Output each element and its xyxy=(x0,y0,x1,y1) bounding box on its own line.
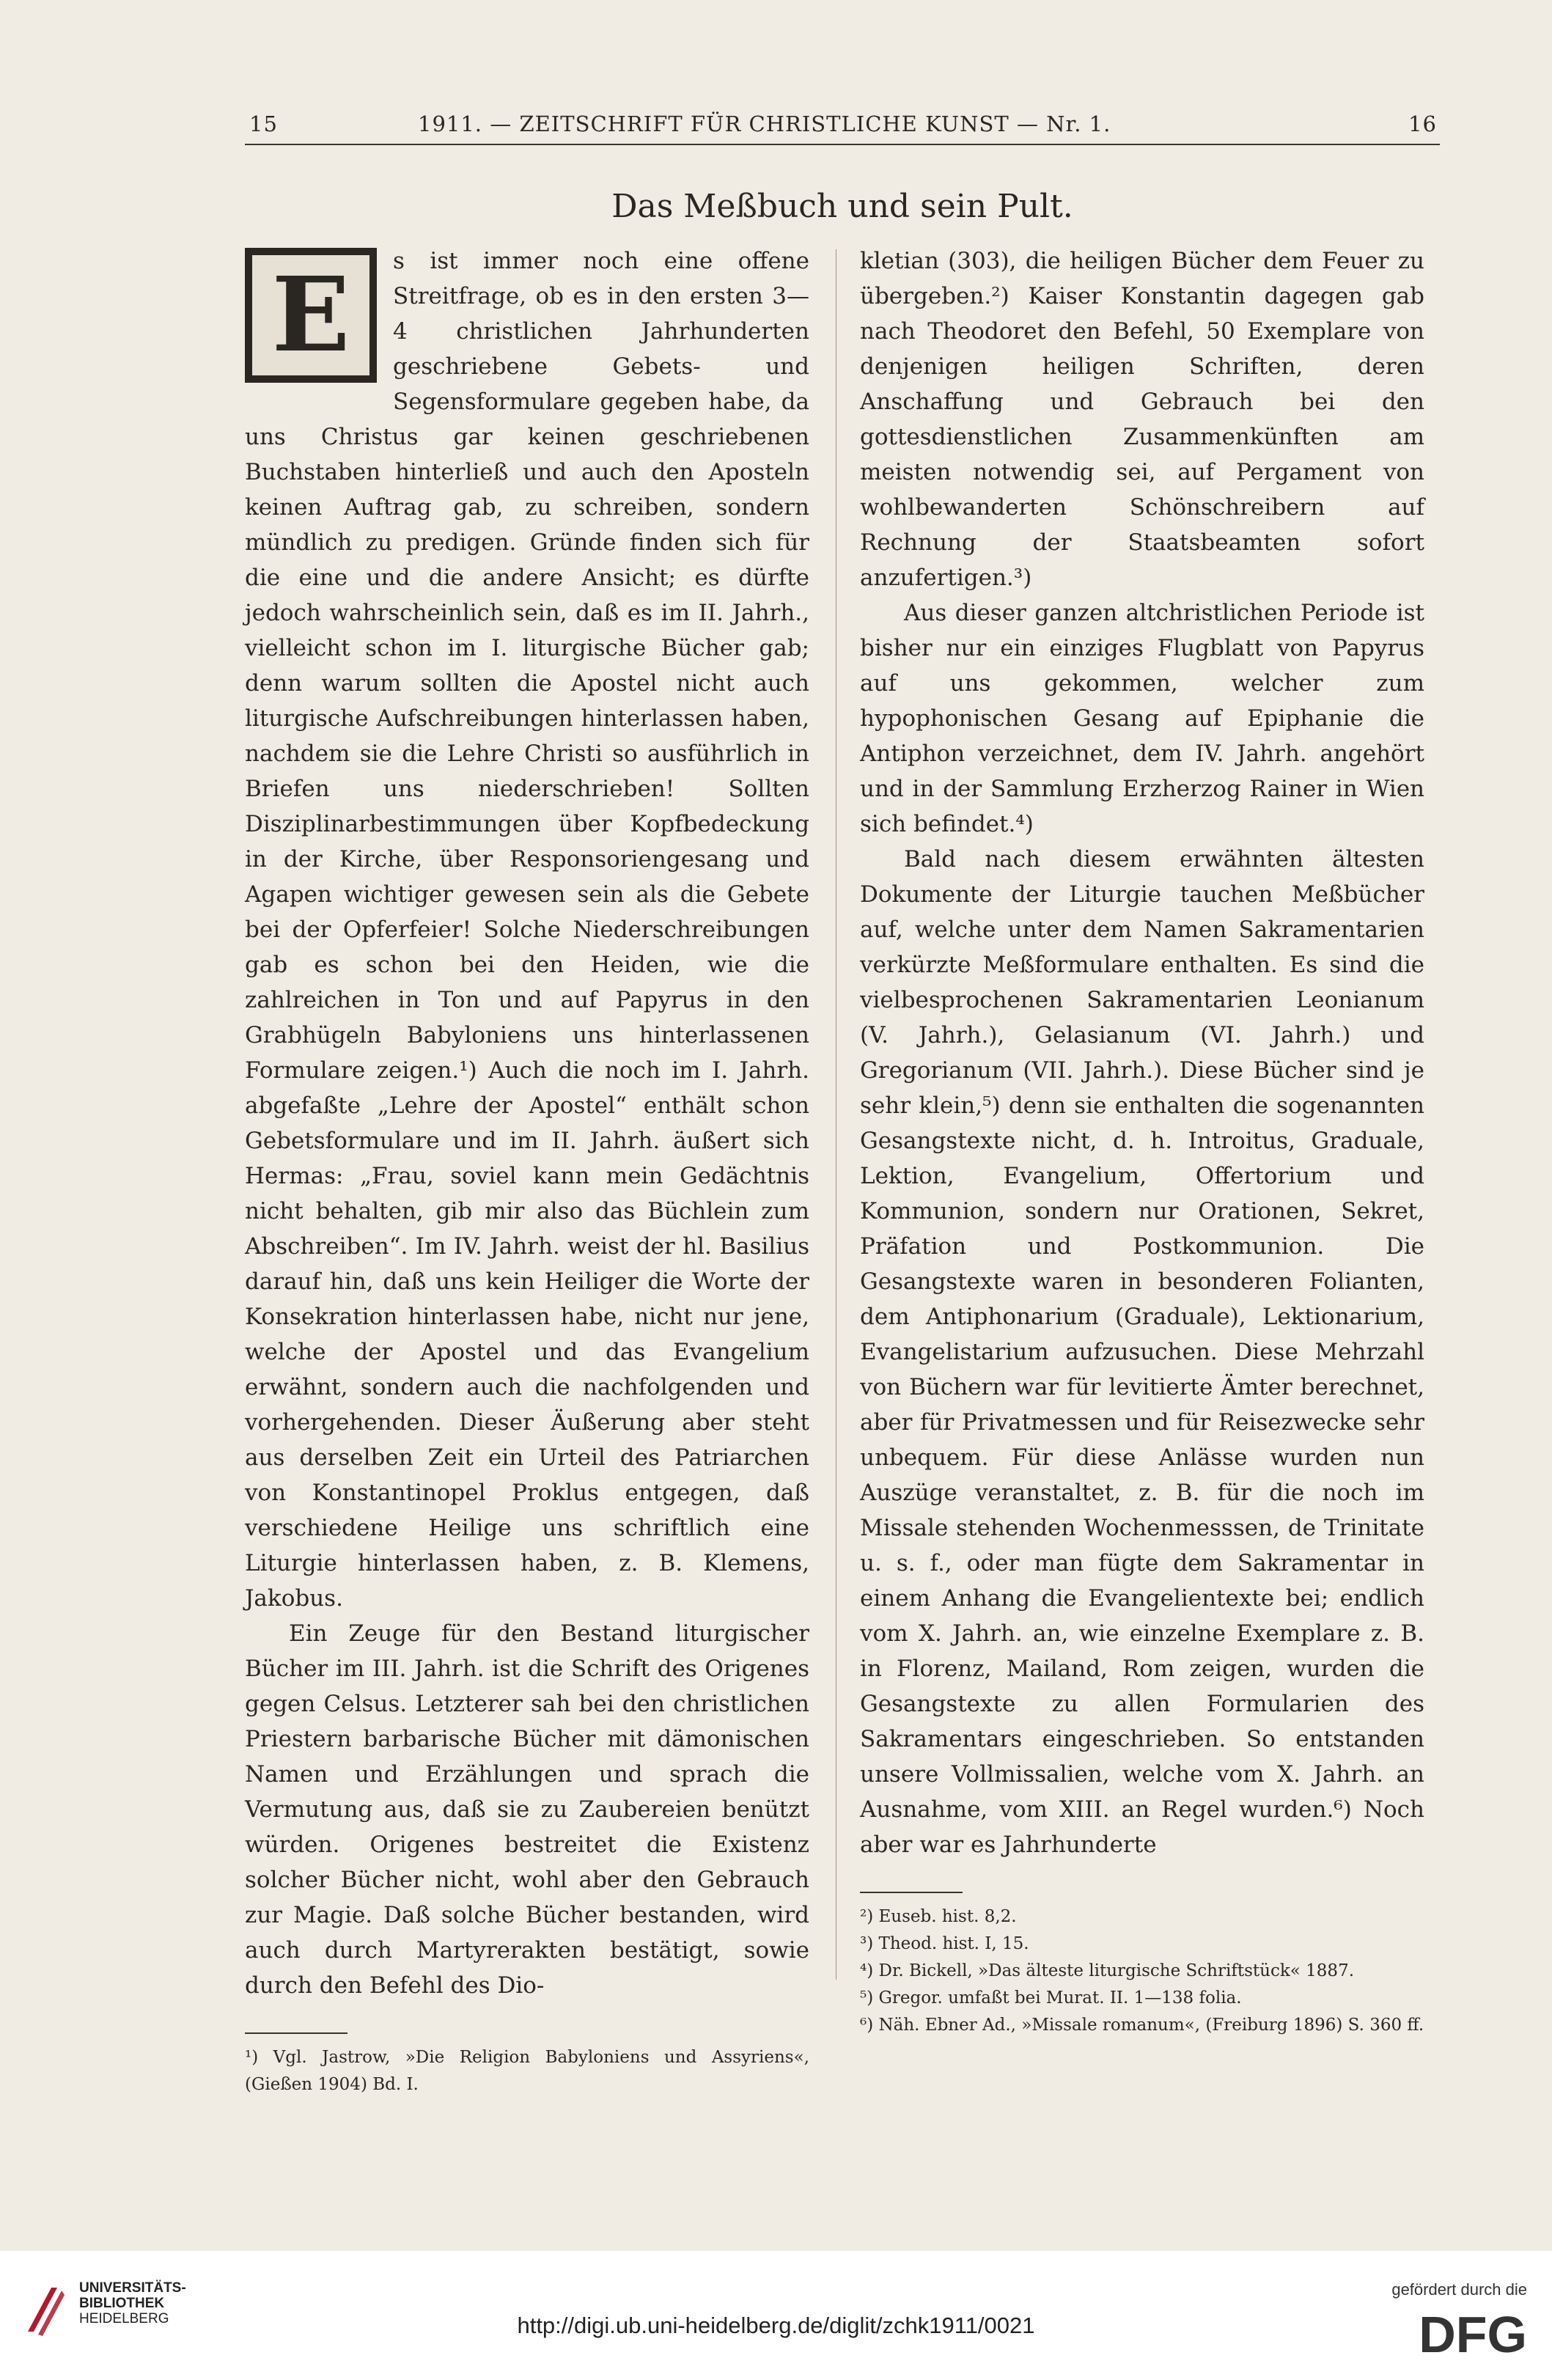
page-number-right: 16 xyxy=(1408,111,1437,136)
paragraph: s ist immer noch eine offene Streitfrage, ob es in den ersten 3—4 christlichen Jahrhunderten geschriebene Gebets- und Segensformulare gegeben habe, da uns Christus gar keinen geschriebenen Buchstaben hinterließ und auch den Aposteln keinen Auftrag gab, zu schreiben, sondern mündlich zu predigen. Gründe finden sich für die eine und die andere Ansicht; es dürfte jedoch wahrscheinlich sein, daß es im II. Jahrh., vielleicht schon im I. liturgische Bücher gab; denn warum sollten die Apostel nicht auch liturgische Aufschreibungen hinterlassen haben, nachdem sie die Lehre Christi so ausführlich in Briefen uns niederschrieben! Sollten Disziplinarbestimmungen über Kopfbedeckung in der Kirche, über Responsoriengesang und Agapen wichtiger gewesen sein als die Gebete bei der Opferfeier! Solche Niederschreibungen gab es schon bei den Heiden, wie die zahlreichen in Ton und auf Papyrus in den Grabhügeln Babyloniens uns hinterlassenen Formulare zeigen.¹) Auch die noch im I. Jahrh. abgefaßte „Lehre der Apostel“ enthält schon Gebetsformulare und im II. Jahrh. äußert sich Hermas: „Frau, soviel kann mein Gedächtnis nicht behalten, gib mir also das Büchlein zum Abschreiben“. Im IV. Jahrh. weist der hl. Basilius darauf hin, daß uns kein Heiliger die Worte der Konsekration hinterlassen habe, nicht nur jene, welche der Apostel und das Evangelium erwähnt, sondern auch die nachfolgenden und vorhergehenden. Dieser Äußerung aber steht aus derselben Zeit ein Urteil des Patriarchen von Konstantinopel Proklus entgegen, daß verschiedene Heilige uns schriftlich eine Liturgie hinterlassen haben, z. B. Klemens, Jakobus. xyxy=(245,248,809,1612)
paragraph: Aus dieser ganzen altchristlichen Periode ist bisher nur ein einziges Flugblatt von Papyrus auf uns gekommen, welcher zum hypophonischen Gesang auf Epiphanie die Antiphon verzeichnet, dem IV. Jahrh. angehört und in der Sammlung Erzherzog Rainer in Wien sich befindet.⁴) xyxy=(860,600,1424,837)
journal-header: 1911. — ZEITSCHRIFT FÜR CHRISTLICHE KUNST — Nr. 1. xyxy=(418,111,1111,136)
source-url-link[interactable]: http://digi.ub.uni-heidelberg.de/diglit/zchk1911/0021 xyxy=(517,2313,1035,2338)
footnote: ⁵) Gregor. umfaßt bei Murat. II. 1—138 folia. xyxy=(860,1988,1242,2008)
right-column xyxy=(860,243,1424,2039)
library-line: BIBLIOTHEK xyxy=(79,2296,165,2311)
footnote: ⁴) Dr. Bickell, »Das älteste liturgische Schriftstück« 1887. xyxy=(860,1961,1355,1980)
paragraph: Ein Zeuge für den Bestand liturgischer Bücher im III. Jahrh. ist die Schrift des Origenes gegen Celsus. Letzterer sah bei den christlichen Priestern barbarische Bücher mit dämonischen Namen und Erzählungen und sprach die Vermutung aus, daß sie zu Zaubereien benützt würden. Origenes bestreitet die Existenz solcher Bücher nicht, wohl aber den Gebrauch zur Magie. Daß solche Bücher bestanden, wird auch durch Martyrerakten bestätigt, sowie durch den Befehl des Dio- xyxy=(245,1620,809,1999)
footnote-rule xyxy=(245,2032,347,2034)
page-number-left: 15 xyxy=(249,111,278,136)
footnote: ¹) Vgl. Jastrow, »Die Religion Babyloniens und Assyriens«, (Gießen 1904) Bd. I. xyxy=(245,2048,809,2094)
footnote-rule xyxy=(860,1892,963,1893)
decorated-initial xyxy=(245,248,377,383)
article-title: Das Meßbuch und sein Pult. xyxy=(611,188,1073,225)
running-head xyxy=(249,111,1437,141)
footnote: ²) Euseb. hist. 8,2. xyxy=(860,1907,1017,1926)
library-line: HEIDELBERG xyxy=(79,2311,169,2326)
footnote: ⁶) Näh. Ebner Ad., »Missale romanum«, (Freiburg 1896) S. 360 ff. xyxy=(860,2016,1424,2035)
paragraph: kletian (303), die heiligen Bücher dem Feuer zu übergeben.²) Kaiser Konstantin dagegen gab nach Theodoret den Befehl, 50 Exemplare von denjenigen heiligen Schriften, deren Anschaffung und Gebrauch bei den gottesdienstlichen Zusammenkünften am meisten notwendig sei, auf Pergament von wohlbewanderten Schönschreibern auf Rechnung der Staatsbeamten sofort anzufertigen.³) xyxy=(860,248,1424,591)
header-rule xyxy=(245,144,1440,145)
initial-letter: E xyxy=(252,255,369,375)
paragraph: Bald nach diesem erwähnten ältesten Dokumente der Liturgie tauchen Meßbücher auf, welche unter dem Namen Sakramentarien verkürzte Meßformulare enthalten. Es sind die vielbesprochenen Sakramentarien Leonianum (V. Jahrh.), Gelasianum (VI. Jahrh.) und Gregorianum (VII. Jahrh.). Diese Bücher sind je sehr klein,⁵) denn sie enthalten die sogenannten Gesangstexte nicht, d. h. Introitus, Graduale, Lektion, Evangelium, Offertorium und Kommunion, sondern nur Orationen, Sekret, Präfation und Postkommunion. Die Gesangstexte waren in besonderen Folianten, dem Antiphonarium (Graduale), Lektionarium, Evangelistarium aufzusuchen. Diese Mehrzahl von Büchern war für levitierte Ämter berechnet, aber für Privatmessen und für Reisezwecke sehr unbequem. Für diese Anlässe wurden nun Auszüge veranstaltet, z. B. für die noch im Missale stehenden Wochenmesssen, de Trinitate u. s. f., oder man fügte dem Sakramentar in einem Anhang die Evangelientexte bei; endlich vom X. Jahrh. an, wie einzelne Exemplare z. B. in Florenz, Mailand, Rom zeigen, wurden die Gesangstexte zu allen Formularien des Sakramentars eingeschrieben. So entstanden unsere Vollmissalien, welche vom X. Jahrh. an Ausnahme, vom XIII. an Regel wurden.⁶) Noch aber war es Jahrhunderte xyxy=(860,846,1424,1858)
library-line: UNIVERSITÄTS- xyxy=(79,2280,186,2296)
funding-caption: gefördert durch die xyxy=(1391,2280,1527,2299)
left-column xyxy=(245,243,809,2098)
svg-text:DFG: DFG xyxy=(1419,2307,1527,2358)
dfg-logo-icon xyxy=(1380,2307,1527,2358)
footnote: ³) Theod. hist. I, 15. xyxy=(860,1934,1029,1953)
digitization-footer xyxy=(0,2251,1552,2380)
